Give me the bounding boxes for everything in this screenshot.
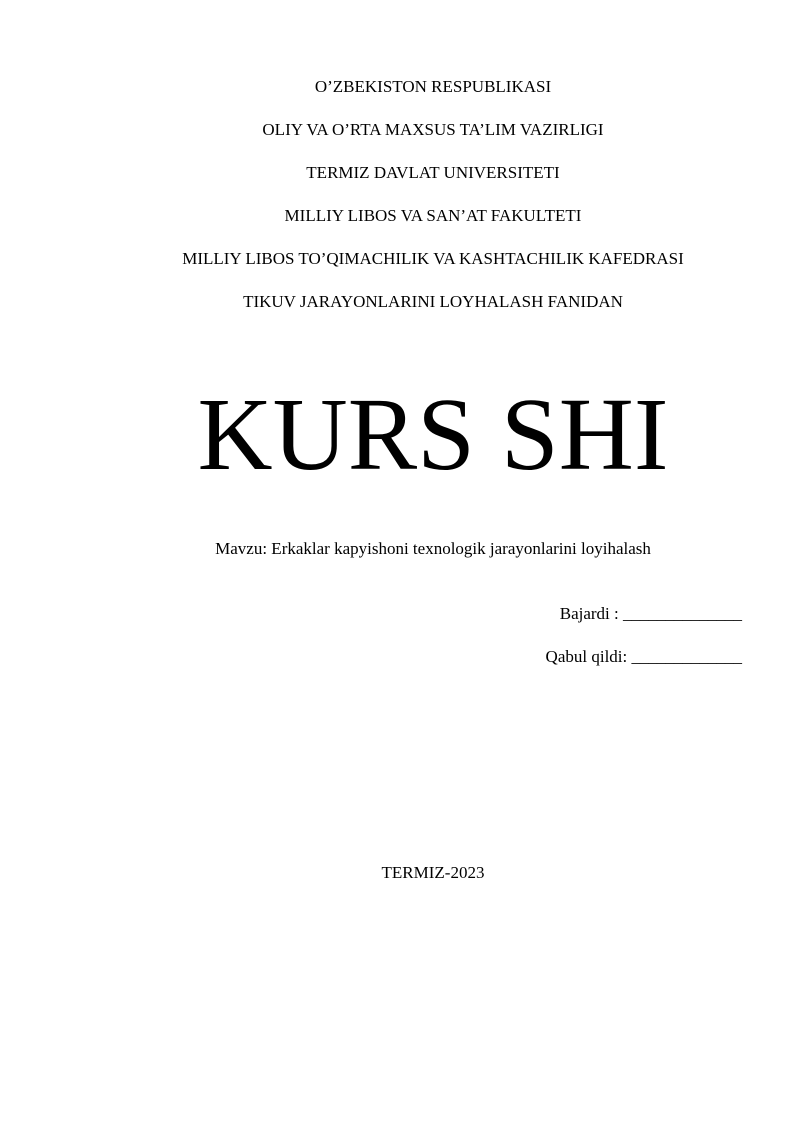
header-line-ministry-country: O’ZBEKISTON RESPUBLIKASI xyxy=(314,77,552,96)
document-title: KURS SHI xyxy=(197,377,669,492)
performed-by-line: Bajardi : ______________ xyxy=(559,604,742,623)
header-line-department: MILLIY LIBOS TO’QIMACHILIK VA KASHTACHILIK KAFEDRASI xyxy=(182,249,684,268)
topic-line: Mavzu: Erkaklar kapyishoni texnologik jarayonlarini loyihalash xyxy=(215,539,651,558)
footer-city-year: TERMIZ-2023 xyxy=(381,863,485,882)
header-line-faculty: MILLIY LIBOS VA SAN’AT FAKULTETI xyxy=(284,206,582,225)
accepted-by-line: Qabul qildi: _____________ xyxy=(545,647,742,666)
header-line-ministry: OLIY VA O’RTA MAXSUS TA’LIM VAZIRLIGI xyxy=(262,120,604,139)
header-line-subject: TIKUV JARAYONLARINI LOYHALASH FANIDAN xyxy=(243,292,623,311)
header-line-university: TERMIZ DAVLAT UNIVERSITETI xyxy=(306,163,560,182)
